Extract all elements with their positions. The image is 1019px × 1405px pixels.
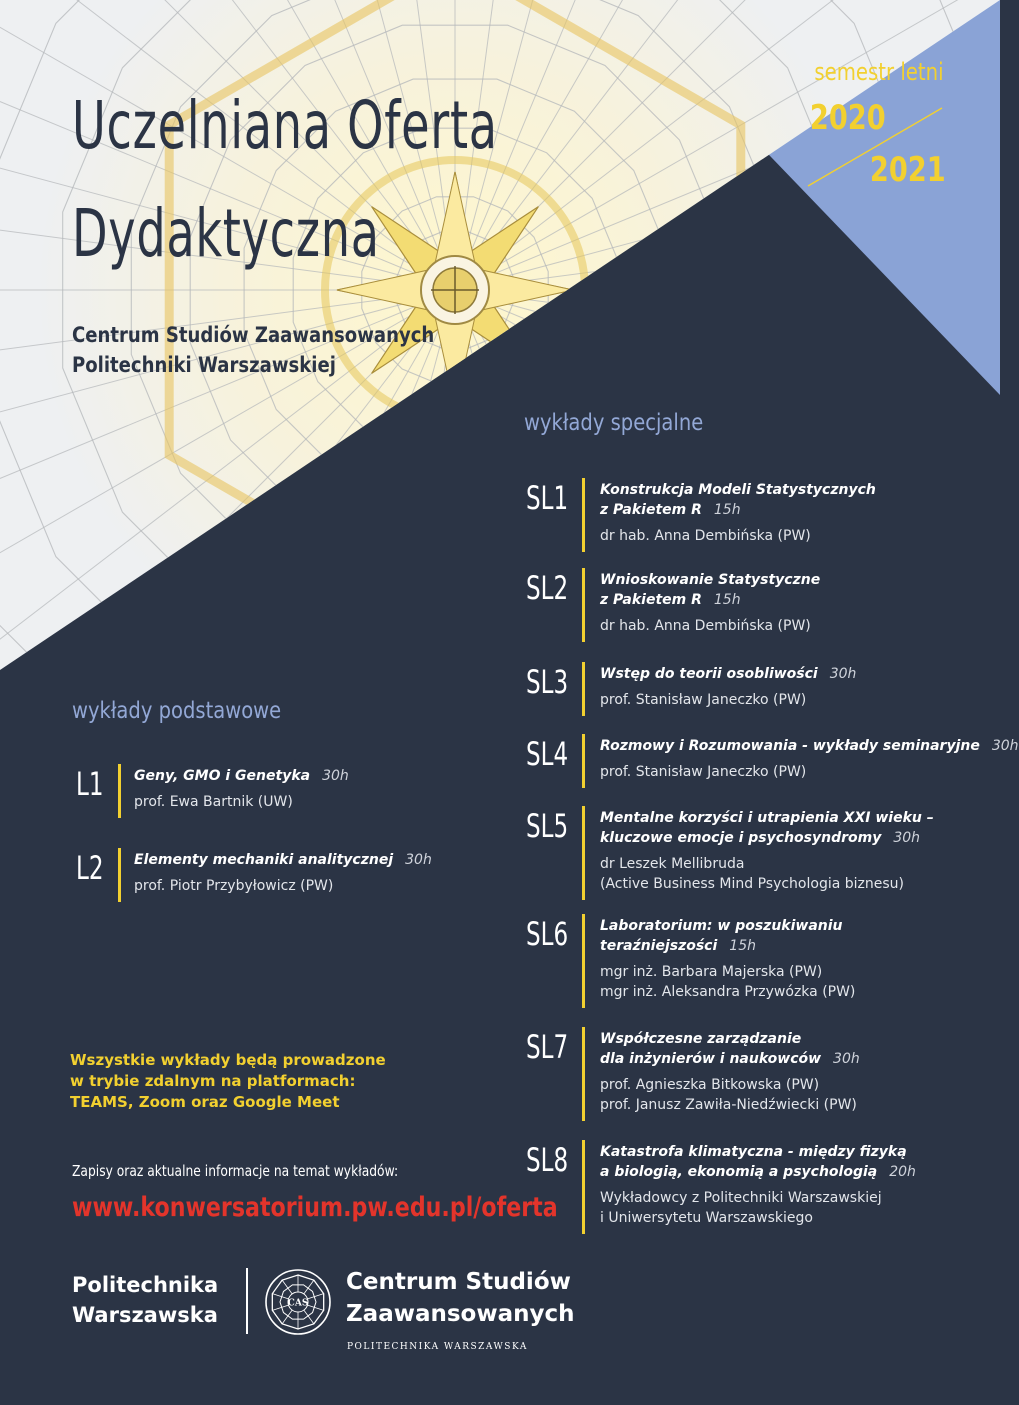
lecturer-name: dr hab. Anna Dembińska (PW): [600, 528, 811, 544]
course-lecturers: [600, 526, 876, 546]
lecturer-name: prof. Piotr Przybyłowicz (PW): [134, 878, 334, 894]
course-details: [134, 850, 432, 896]
course-accent-bar: [118, 848, 121, 902]
course-accent-bar: [582, 1140, 585, 1234]
course-details: [600, 1142, 916, 1228]
lecturer-name: Wykładowcy z Politechniki Warszawskiej: [600, 1190, 882, 1206]
remote-note-line: TEAMS, Zoom oraz Google Meet: [70, 1093, 340, 1111]
course-title-text: Konstrukcja Modeli Statystycznych: [600, 482, 876, 498]
course-accent-bar: [582, 662, 585, 716]
course-title-line: [600, 590, 820, 610]
course-code: SL4: [526, 735, 569, 773]
course-hours: 30h: [893, 830, 921, 846]
course-title-text: Elementy mechaniki analitycznej: [134, 852, 394, 868]
course-title-line: [600, 664, 856, 684]
year-start: 2020: [810, 98, 886, 138]
lecturer-name: prof. Agnieszka Bitkowska (PW): [600, 1077, 820, 1093]
course-lecturers: [600, 762, 1019, 782]
course-title-line: [600, 500, 876, 520]
remote-teaching-note: [70, 1050, 386, 1113]
course-details: [600, 570, 820, 636]
course-accent-bar: [582, 806, 585, 900]
special-lectures-heading: wykłady specjalne: [524, 410, 704, 436]
logo-pw-line-2: Warszawska: [72, 1303, 218, 1327]
course-title-line: [600, 1162, 916, 1182]
remote-note-line: w trybie zdalnym na platformach:: [70, 1072, 356, 1090]
course-lecturers: [600, 690, 856, 710]
lecturer-name: mgr inż. Barbara Majerska (PW): [600, 964, 823, 980]
remote-note-line: Wszystkie wykłady będą prowadzone: [70, 1051, 386, 1069]
lecturer-name: mgr inż. Aleksandra Przywózka (PW): [600, 984, 856, 1000]
course-details: [600, 736, 1019, 782]
cas-emblem-icon: [264, 1268, 332, 1336]
course-code: SL7: [526, 1028, 569, 1066]
course-title-text: Rozmowy i Rozumowania - wykłady seminaryjne: [600, 738, 980, 754]
course-details: [600, 1029, 860, 1115]
enrollment-info-text: Zapisy oraz aktualne informacje na temat wykładów:: [72, 1162, 399, 1180]
course-title-line: [600, 480, 876, 500]
course-title-line: [134, 850, 432, 870]
course-title-line: [600, 936, 855, 956]
course-hours: 30h: [405, 852, 432, 868]
course-title-text: Katastrofa klimatyczna - między fizyką: [600, 1144, 907, 1160]
semester-label: semestr letni: [814, 58, 944, 86]
course-title-line: [600, 1142, 916, 1162]
course-accent-bar: [582, 734, 585, 788]
course-title-text: teraźniejszości: [600, 938, 718, 954]
course-code: SL3: [526, 663, 569, 701]
course-hours: 30h: [829, 666, 857, 682]
subtitle-line-1: Centrum Studiów Zaawansowanych: [72, 323, 435, 347]
course-title-text: z Pakietem R: [600, 592, 702, 608]
emblem-text: CAS: [287, 1298, 309, 1309]
logo-cas-subtitle: POLITECHNIKA WARSZAWSKA: [347, 1342, 528, 1352]
course-title-line: [600, 570, 820, 590]
subtitle-line-2: Politechniki Warszawskiej: [72, 353, 336, 377]
course-code: L1: [76, 765, 104, 803]
course-title-text: Wstęp do teorii osobliwości: [600, 666, 818, 682]
course-code: SL8: [526, 1141, 569, 1179]
course-title-text: Laboratorium: w poszukiwaniu: [600, 918, 843, 934]
lecturer-name: i Uniwersytetu Warszawskiego: [600, 1210, 813, 1226]
title-line-1: Uczelniana Oferta: [72, 87, 498, 164]
course-title-text: Mentalne korzyści i utrapienia XXI wieku –: [600, 810, 934, 826]
course-lecturers: [600, 962, 855, 1002]
lecturer-name: prof. Stanisław Janeczko (PW): [600, 692, 807, 708]
course-title-line: [600, 736, 1019, 756]
year-end: 2021: [870, 150, 946, 190]
lecturer-name: prof. Ewa Bartnik (UW): [134, 794, 293, 810]
website-link[interactable]: www.konwersatorium.pw.edu.pl/oferta: [72, 1192, 558, 1223]
course-hours: 30h: [833, 1051, 860, 1067]
course-title-line: [600, 1049, 860, 1069]
course-title-text: kluczowe emocje i psychosyndromy: [600, 830, 882, 846]
poster-subtitle: [72, 320, 434, 380]
course-title-line: [600, 828, 934, 848]
basic-lectures-heading: wykłady podstawowe: [72, 698, 282, 724]
lecturer-name: prof. Stanisław Janeczko (PW): [600, 764, 807, 780]
lecturer-name: (Active Business Mind Psychologia biznesu): [600, 876, 904, 892]
course-hours: 15h: [729, 938, 756, 954]
course-code: SL1: [526, 479, 569, 517]
course-hours: 20h: [889, 1164, 916, 1180]
course-code: SL5: [526, 807, 569, 845]
logo-politechnika-warszawska: [72, 1270, 218, 1330]
course-title-line: [600, 916, 855, 936]
course-lecturers: [134, 876, 432, 896]
logo-divider: [246, 1268, 248, 1334]
course-details: [600, 916, 855, 1002]
course-title-line: [600, 1029, 860, 1049]
course-code: SL6: [526, 915, 569, 953]
course-accent-bar: [582, 914, 585, 1008]
course-accent-bar: [118, 764, 121, 818]
course-title-line: [134, 766, 349, 786]
course-details: [134, 766, 349, 812]
course-lecturers: [600, 1188, 916, 1228]
logo-centrum-studiow: [346, 1266, 575, 1330]
course-lecturers: [600, 1075, 860, 1115]
course-hours: 30h: [991, 738, 1019, 754]
course-title-text: Wnioskowanie Statystyczne: [600, 572, 821, 588]
course-hours: 30h: [322, 768, 349, 784]
lecturer-name: dr Leszek Mellibruda: [600, 856, 745, 872]
course-lecturers: [600, 854, 934, 894]
lecturer-name: prof. Janusz Zawiła-Niedźwiecki (PW): [600, 1097, 857, 1113]
course-details: [600, 664, 856, 710]
course-accent-bar: [582, 568, 585, 642]
course-lecturers: [600, 616, 820, 636]
course-accent-bar: [582, 478, 585, 552]
course-title-text: z Pakietem R: [600, 502, 702, 518]
logo-cas-line-2: Zaawansowanych: [346, 1301, 575, 1327]
course-code: SL2: [526, 569, 569, 607]
course-details: [600, 480, 876, 546]
course-title-line: [600, 808, 934, 828]
course-title-text: dla inżynierów i naukowców: [600, 1051, 822, 1067]
poster-title: [72, 72, 498, 288]
logo-pw-line-1: Politechnika: [72, 1273, 219, 1297]
title-line-2: Dydaktyczna: [72, 195, 380, 272]
course-title-text: Geny, GMO i Genetyka: [134, 768, 311, 784]
course-title-text: a biologią, ekonomią a psychologią: [600, 1164, 878, 1180]
course-hours: 15h: [713, 592, 741, 608]
course-accent-bar: [582, 1027, 585, 1121]
lecturer-name: dr hab. Anna Dembińska (PW): [600, 618, 811, 634]
course-hours: 15h: [713, 502, 741, 518]
course-title-text: Współczesne zarządzanie: [600, 1031, 802, 1047]
course-details: [600, 808, 934, 894]
logo-cas-line-1: Centrum Studiów: [346, 1269, 571, 1295]
course-lecturers: [134, 792, 349, 812]
course-code: L2: [76, 849, 104, 887]
